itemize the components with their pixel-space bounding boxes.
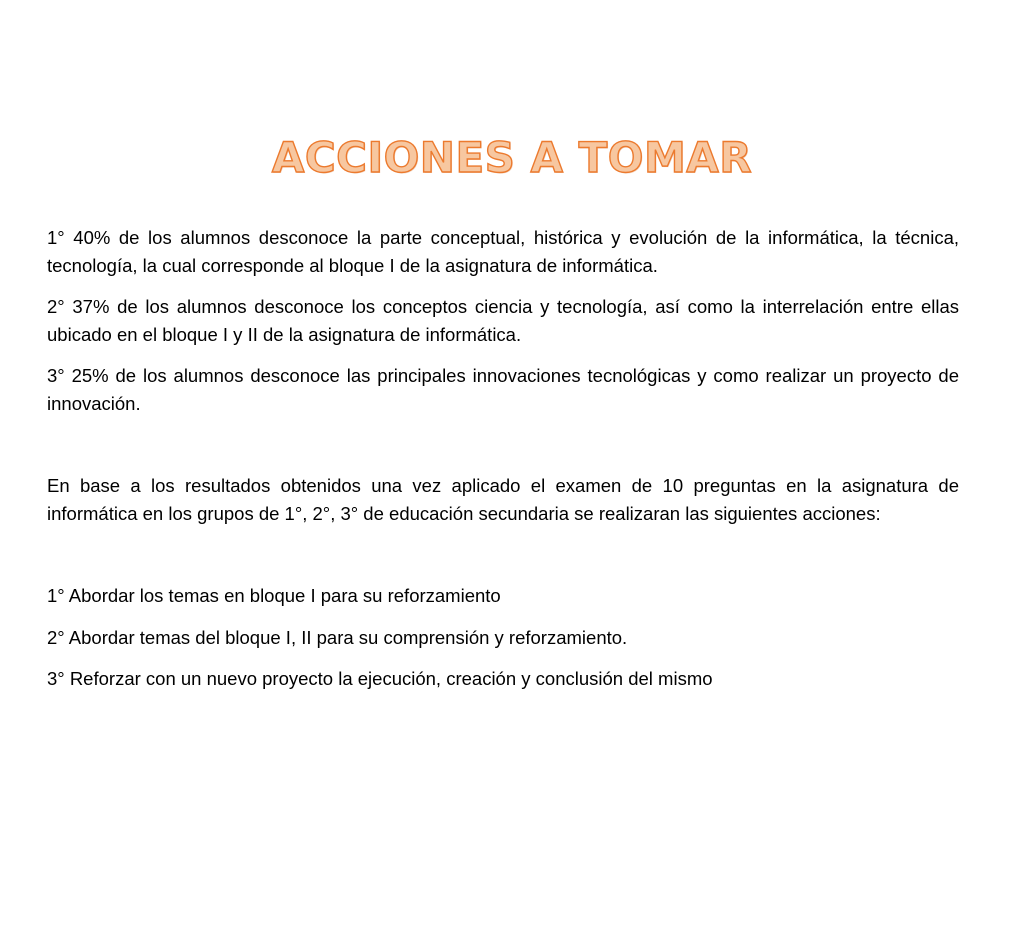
finding-3: 3° 25% de los alumnos desconoce las principales innovaciones tecnológicas y como realizar un proyecto de innovación. — [47, 365, 959, 414]
action-2: 2° Abordar temas del bloque I, II para su comprensión y reforzamiento. — [47, 626, 628, 648]
action-1: 1° Abordar los temas en bloque I para su reforzamiento — [47, 585, 501, 606]
summary-paragraph: En base a los resultados obtenidos una vez aplicado el examen de 10 preguntas en la asignatura de informática en los grupos de 1°, 2°, 3° de educación secundaria se realizaran las siguientes acciones: — [47, 475, 959, 524]
finding-1: 1° 40% de los alumnos desconoce la parte conceptual, histórica y evolución de la informática, la técnica, tecnología, la cual corresponde al bloque I de la asignatura de informática. — [47, 227, 959, 276]
slide-title: ACCIONES A TOMAR — [271, 133, 753, 182]
action-3: 3° Reforzar con un nuevo proyecto la ejecución, creación y conclusión del mismo — [47, 668, 713, 689]
finding-2: 2° 37% de los alumnos desconoce los conceptos ciencia y tecnología, así como la interrelación entre ellas ubicado en el bloque I y II de la asignatura de informática. — [47, 296, 959, 345]
slide-content — [47, 224, 959, 693]
